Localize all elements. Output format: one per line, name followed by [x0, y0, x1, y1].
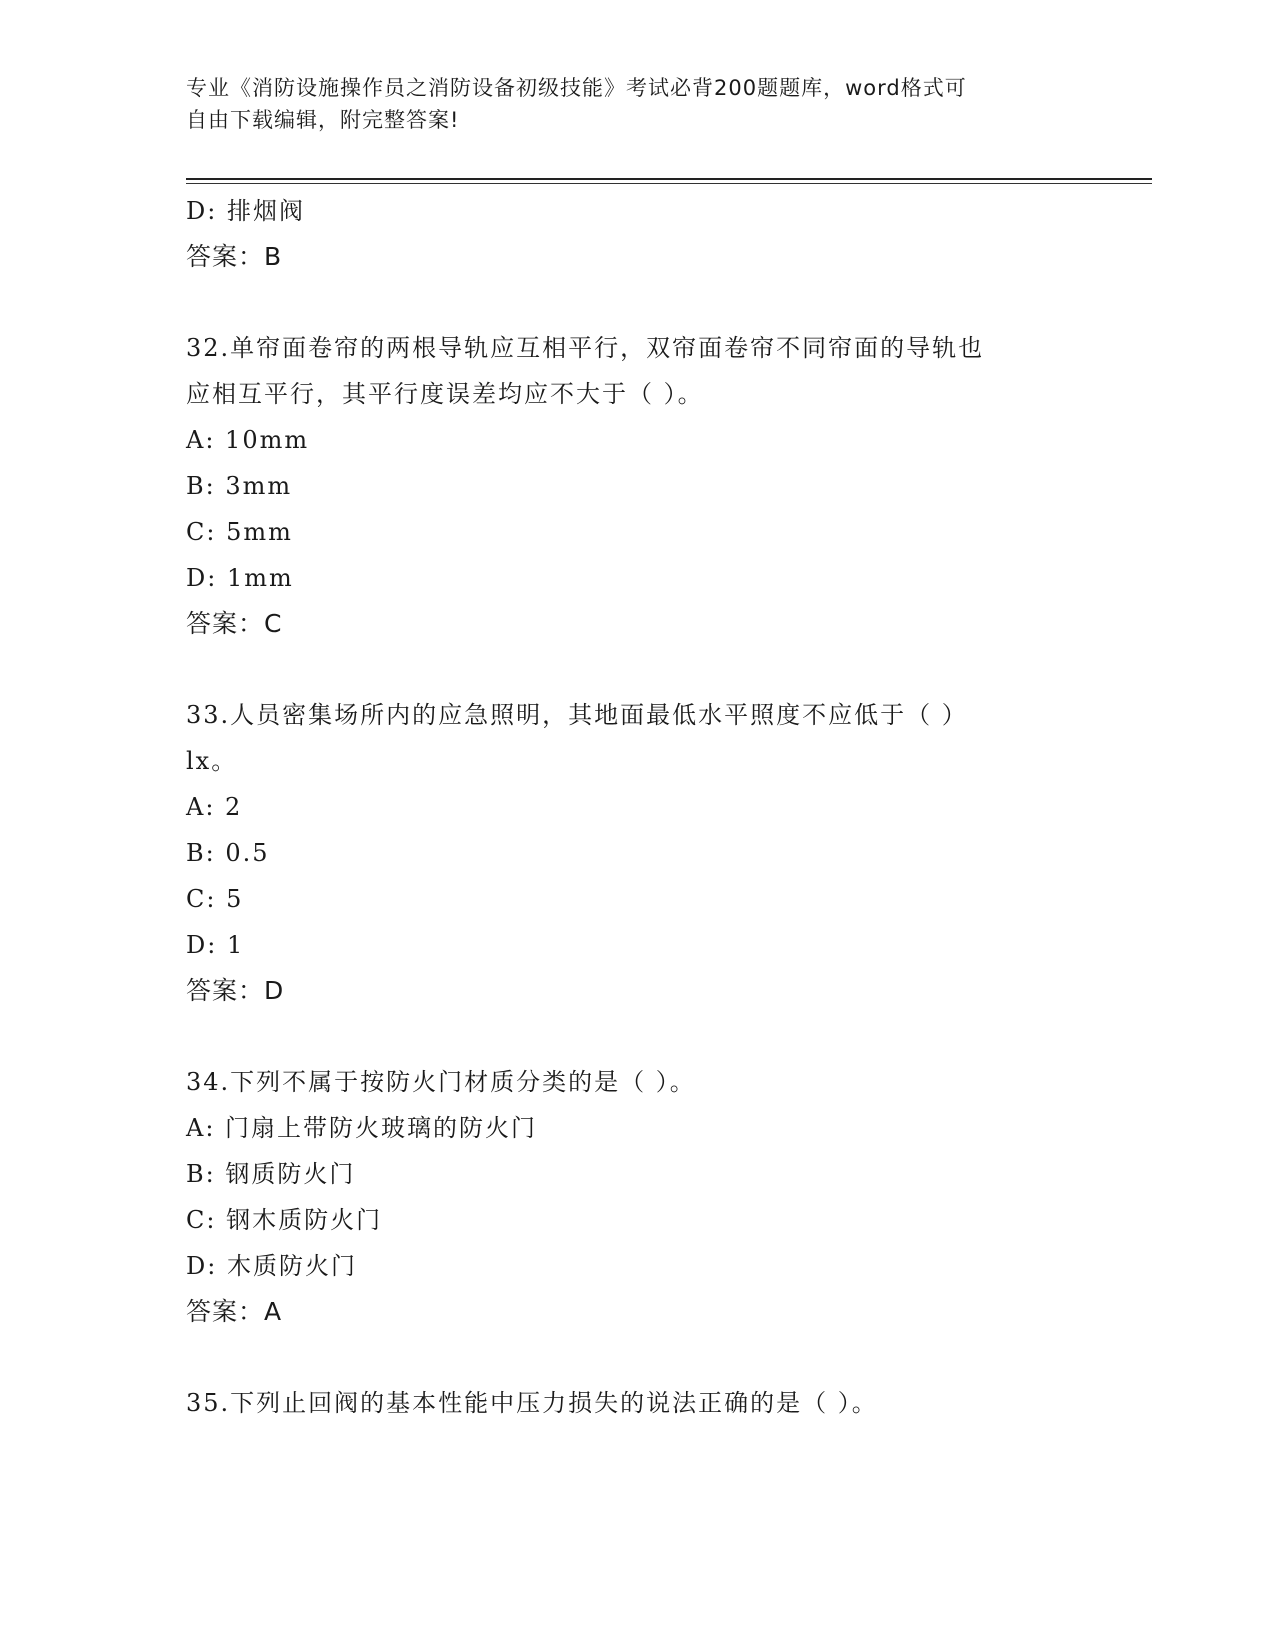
question-32-text-line-1: 32.单帘面卷帘的两根导轨应互相平行，双帘面卷帘不同帘面的导轨也 [186, 334, 985, 362]
question-33-option-b: B: 0.5 [186, 839, 270, 867]
question-34-option-a: A: 门扇上带防火玻璃的防火门 [186, 1114, 538, 1142]
question-33 [186, 692, 1086, 1014]
question-34-text-line-1: 34.下列不属于按防火门材质分类的是（ ）。 [186, 1068, 696, 1096]
question-33-text-line-2: lx。 [186, 747, 238, 775]
question-33-option-c: C: 5 [186, 885, 244, 913]
question-32-option-c: C: 5mm [186, 518, 293, 546]
header-divider-thin [186, 183, 1152, 184]
question-32-option-d: D: 1mm [186, 564, 294, 592]
question-33-option-a: A: 2 [186, 793, 243, 821]
question-32-text-line-2: 应相互平行，其平行度误差均应不大于（ ）。 [186, 380, 704, 408]
question-33-option-d: D: 1 [186, 931, 245, 959]
prev-option-d: D: 排烟阀 [186, 197, 305, 225]
question-32-answer: 答案：C [186, 609, 283, 638]
question-32-option-a: A: 10mm [186, 426, 310, 454]
prev-answer: 答案：B [186, 242, 283, 271]
question-33-text-line-1: 33.人员密集场所内的应急照明，其地面最低水平照度不应低于（ ） [186, 701, 968, 729]
spacer [186, 280, 1086, 325]
header-line-2: 自由下载编辑，附完整答案! [186, 108, 460, 132]
question-35 [186, 1380, 1086, 1426]
question-34-option-c: C: 钢木质防火门 [186, 1206, 383, 1234]
page-header [186, 72, 1066, 136]
question-34-option-d: D: 木质防火门 [186, 1252, 357, 1280]
header-line-1: 专业《消防设施操作员之消防设备初级技能》考试必背200题题库，word格式可 [186, 76, 967, 100]
question-34-option-b: B: 钢质防火门 [186, 1160, 356, 1188]
question-35-text-line-1: 35.下列止回阀的基本性能中压力损失的说法正确的是（ ）。 [186, 1389, 878, 1417]
spacer [186, 1335, 1086, 1380]
spacer [186, 647, 1086, 692]
question-32 [186, 325, 1086, 647]
question-34-answer: 答案：A [186, 1297, 283, 1326]
question-32-option-b: B: 3mm [186, 472, 293, 500]
question-content [186, 188, 1086, 1426]
question-34 [186, 1059, 1086, 1335]
header-divider-thick [186, 178, 1152, 180]
spacer [186, 1014, 1086, 1059]
question-33-answer: 答案：D [186, 976, 285, 1005]
